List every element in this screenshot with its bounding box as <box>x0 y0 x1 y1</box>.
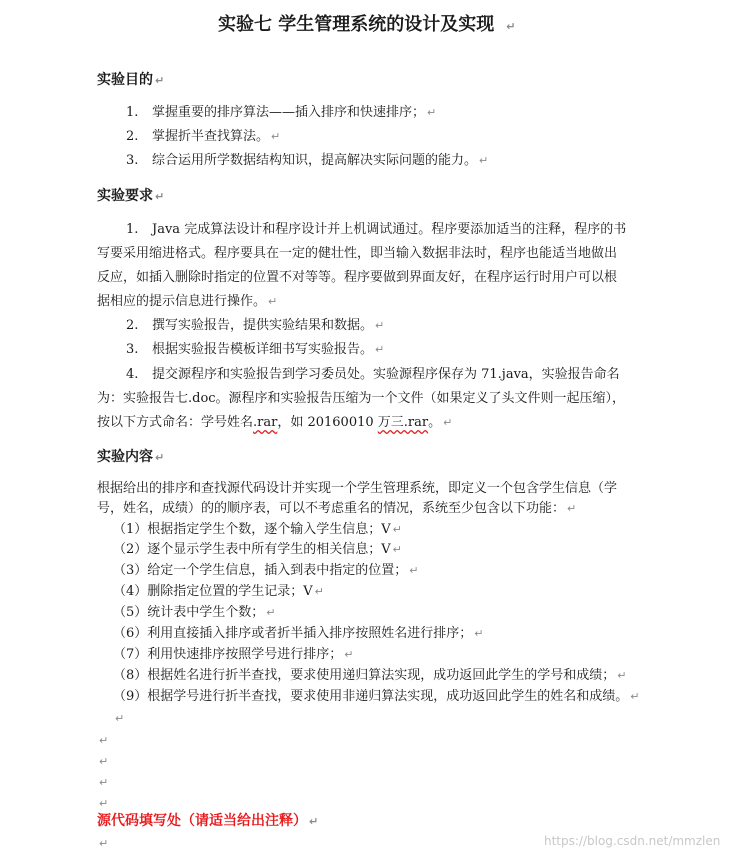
paragraph-mark-icon: ↵ <box>99 776 109 789</box>
spellcheck-underline: 万三.rar <box>377 415 429 430</box>
heading-source-code: 源代码填写处（请适当给出注释） ↵ <box>97 813 319 829</box>
function-item: （5）统计表中学生个数； ↵ <box>113 605 276 620</box>
requirement-1-line: 1. Java 完成算法设计和程序设计并上机调试通过。程序要添加适当的注释，程序的书 <box>126 222 627 237</box>
paragraph-mark-icon: ↵ <box>567 502 577 515</box>
paragraph-mark-icon: ↵ <box>409 564 419 577</box>
list-item: 1. 掌握重要的排序算法——插入排序和快速排序； ↵ <box>126 105 437 120</box>
paragraph-mark-icon: ↵ <box>344 648 354 661</box>
paragraph-mark-icon: ↵ <box>271 130 281 143</box>
paragraph-mark-icon: ↵ <box>375 319 385 332</box>
paragraph-mark-icon: ↵ <box>474 627 484 640</box>
function-item: （3）给定一个学生信息，插入到表中指定的位置； ↵ <box>113 563 419 578</box>
content-intro-line: 号，姓名，成绩）的的顺序表，可以不考虑重名的情况，系统至少包含以下功能： ↵ <box>97 501 577 516</box>
heading-content: 实验内容 ↵ <box>97 449 165 465</box>
paragraph-mark-icon: ↵ <box>155 190 165 203</box>
paragraph-mark-icon: ↵ <box>314 585 324 598</box>
function-item: （7）利用快速排序按照学号进行排序； ↵ <box>113 647 354 662</box>
watermark: https://blog.csdn.net/mmzlen <box>544 834 721 848</box>
list-item: 2. 掌握折半查找算法。 ↵ <box>126 129 281 144</box>
list-item: 2. 撰写实验报告，提供实验结果和数据。 ↵ <box>126 318 385 333</box>
paragraph-mark-icon: ↵ <box>392 523 402 536</box>
content-intro-line: 根据给出的排序和查找源代码设计并实现一个学生管理系统，即定义一个包含学生信息（学 <box>97 481 618 496</box>
paragraph-mark-icon: ↵ <box>392 543 402 556</box>
function-item: （6）利用直接插入排序或者折半插入排序按照姓名进行排序； ↵ <box>113 626 484 641</box>
requirement-4-line: 为：实验报告七.doc。源程序和实验报告压缩为一个文件（如果定义了头文件则一起压缩）， <box>97 391 626 406</box>
heading-requirements: 实验要求 ↵ <box>97 188 165 204</box>
paragraph-mark-icon: ↵ <box>375 343 385 356</box>
paragraph-mark-icon: ↵ <box>309 815 319 828</box>
paragraph-mark-icon: ↵ <box>155 451 165 464</box>
function-item: （4）删除指定位置的学生记录；V ↵ <box>113 584 324 599</box>
list-item: 3. 根据实验报告模板详细书写实验报告。 ↵ <box>126 342 385 357</box>
paragraph-mark-icon: ↵ <box>506 20 516 33</box>
function-item: （2）逐个显示学生表中所有学生的相关信息；V ↵ <box>113 542 402 557</box>
page-title: 实验七 学生管理系统的设计及实现 ↵ <box>218 14 516 35</box>
paragraph-mark-icon: ↵ <box>266 606 276 619</box>
paragraph-mark-icon: ↵ <box>99 755 109 768</box>
paragraph-mark-icon: ↵ <box>268 295 278 308</box>
function-item: （8）根据姓名进行折半查找，要求使用递归算法实现，成功返回此学生的学号和成绩； ↵ <box>113 668 627 683</box>
paragraph-mark-icon: ↵ <box>479 154 489 167</box>
paragraph-mark-icon: ↵ <box>427 106 437 119</box>
requirement-1-line: 反应，如插入删除时指定的位置不对等等。程序要做到界面友好，在程序运行时用户可以根 <box>97 270 618 285</box>
paragraph-mark-icon: ↵ <box>99 837 109 850</box>
paragraph-mark-icon: ↵ <box>99 734 109 747</box>
requirement-1-line: 据相应的提示信息进行操作。 ↵ <box>97 294 278 309</box>
paragraph-mark-icon: ↵ <box>443 416 453 429</box>
paragraph-mark-icon: ↵ <box>617 669 627 682</box>
function-item: （1）根据指定学生个数，逐个输入学生信息；V ↵ <box>113 522 402 537</box>
paragraph-mark-icon: ↵ <box>630 690 640 703</box>
function-item: （9）根据学号进行折半查找，要求使用非递归算法实现，成功返回此学生的姓名和成绩。 ↵ <box>113 689 640 704</box>
list-item: 3. 综合运用所学数据结构知识，提高解决实际问题的能力。 ↵ <box>126 153 489 168</box>
requirement-1-line: 写要采用缩进格式。程序要具在一定的健壮性，即当输入数据非法时，程序也能适当地做出 <box>97 246 618 261</box>
requirement-4-line: 4. 提交源程序和实验报告到学习委员处。实验源程序保存为 71.java，实验报告命名 <box>126 367 620 382</box>
heading-purpose: 实验目的 ↵ <box>97 72 165 88</box>
spellcheck-underline: .rar <box>253 415 278 430</box>
requirement-4-line: 按以下方式命名：学号姓名.rar，如 20160010 万三.rar。 ↵ <box>97 415 453 430</box>
paragraph-mark-icon: ↵ <box>115 712 125 725</box>
paragraph-mark-icon: ↵ <box>155 74 165 87</box>
paragraph-mark-icon: ↵ <box>99 797 109 810</box>
